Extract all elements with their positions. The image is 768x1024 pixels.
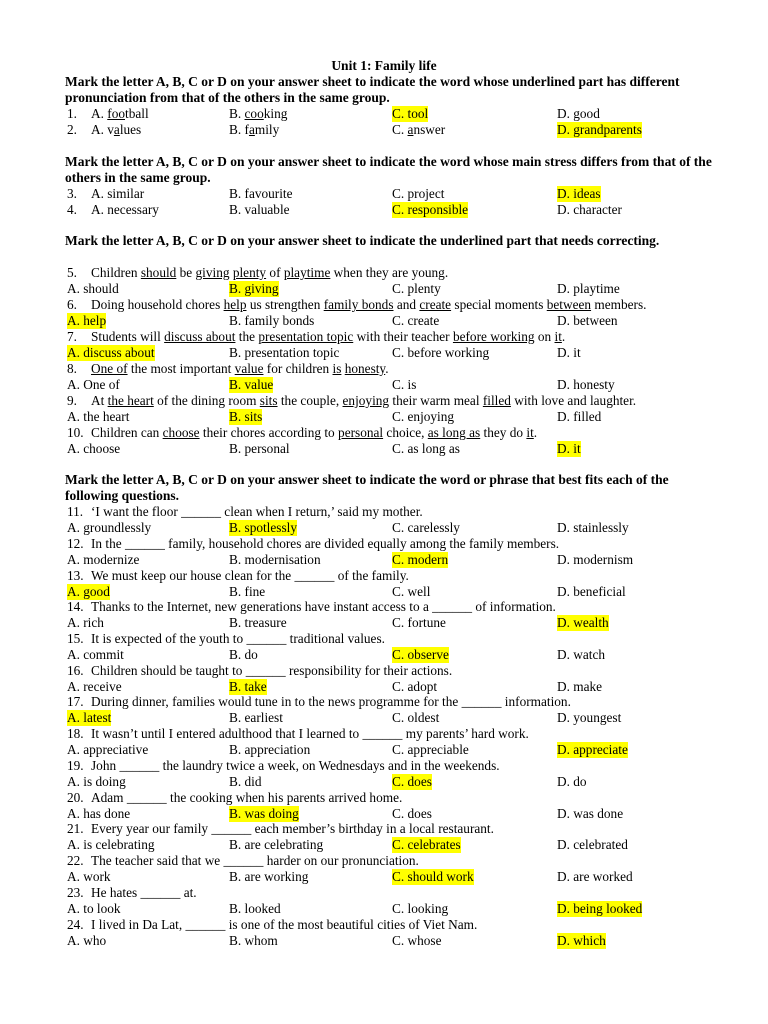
question-stem: He hates ______ at. <box>91 885 197 900</box>
option-a: A. to look <box>67 901 121 916</box>
option-b: B. whom <box>229 933 278 948</box>
option-b: B. earliest <box>229 710 283 725</box>
option-d: D. ideas <box>557 186 601 201</box>
option-a: A. values <box>91 122 142 137</box>
option-b: B. favourite <box>229 186 293 201</box>
option-c: C. tool <box>392 106 429 121</box>
option-c: C. adopt <box>392 679 438 694</box>
option-b: B. valuable <box>229 202 290 217</box>
question-number: 11. <box>67 504 84 519</box>
option-c: C. before working <box>392 345 490 360</box>
question-stem: John ______ the laundry twice a week, on Wednesdays and in the weekends. <box>91 758 500 773</box>
option-a: A. similar <box>91 186 145 201</box>
question-9-options <box>0 409 768 425</box>
option-a: A. the heart <box>67 409 130 424</box>
question-number: 17. <box>67 694 84 709</box>
option-c: C. fortune <box>392 615 446 630</box>
question-number: 18. <box>67 726 84 741</box>
question-number: 14. <box>67 599 84 614</box>
question-24-stem <box>0 917 768 933</box>
option-c: C. carelessly <box>392 520 460 535</box>
option-a: A. commit <box>67 647 124 662</box>
option-b: B. looked <box>229 901 281 916</box>
option-a: A. rich <box>67 615 104 630</box>
option-b: B. take <box>229 679 267 694</box>
option-d: D. beneficial <box>557 584 626 599</box>
option-d: D. appreciate <box>557 742 628 757</box>
option-d: D. between <box>557 313 618 328</box>
question-number: 22. <box>67 853 84 868</box>
option-d: D. are worked <box>557 869 633 884</box>
question-number: 9. <box>67 393 77 408</box>
option-a: A. who <box>67 933 107 948</box>
option-a: A. should <box>67 281 119 296</box>
page-title: Unit 1: Family life <box>331 58 437 73</box>
question-13-options <box>0 584 768 600</box>
question-16-options <box>0 679 768 695</box>
instruction-pronunciation: Mark the letter A, B, C or D on your answer sheet to indicate the word whose underlined part has different pronunciation from that of the others in the same group. <box>65 74 680 105</box>
option-b: B. personal <box>229 441 290 456</box>
question-stem: Every year our family ______ each member’s birthday in a local restaurant. <box>91 821 494 836</box>
question-10-options <box>0 441 768 457</box>
question-5-stem <box>0 265 768 281</box>
option-c: C. observe <box>392 647 449 662</box>
question-number: 13. <box>67 568 84 583</box>
option-d: D. character <box>557 202 622 217</box>
option-d: D. youngest <box>557 710 622 725</box>
question-number: 15. <box>67 631 84 646</box>
option-b: B. value <box>229 377 274 392</box>
question-6-stem <box>0 297 768 313</box>
option-d: D. honesty <box>557 377 615 392</box>
option-d: D. make <box>557 679 603 694</box>
question-11-options <box>0 520 768 536</box>
option-c: C. whose <box>392 933 442 948</box>
option-d: D. which <box>557 933 606 948</box>
option-b: B. did <box>229 774 262 789</box>
option-a: A. necessary <box>91 202 159 217</box>
question-number: 24. <box>67 917 84 932</box>
question-number: 4. <box>67 202 77 217</box>
question-19-stem <box>0 758 768 774</box>
question-number: 12. <box>67 536 84 551</box>
option-d: D. watch <box>557 647 605 662</box>
option-b: B. family bonds <box>229 313 315 328</box>
question-stem: Thanks to the Internet, new generations have instant access to a ______ of information. <box>91 599 556 614</box>
option-d: D. playtime <box>557 281 620 296</box>
question-stem: It is expected of the youth to ______ traditional values. <box>91 631 385 646</box>
option-b: B. are working <box>229 869 309 884</box>
question-number: 2. <box>67 122 77 137</box>
option-d: D. do <box>557 774 587 789</box>
question-21-options <box>0 837 768 853</box>
question-number: 5. <box>67 265 77 280</box>
option-c: C. appreciable <box>392 742 469 757</box>
question-number: 3. <box>67 186 77 201</box>
question-stem: The teacher said that we ______ harder on our pronunciation. <box>91 853 419 868</box>
question-number: 20. <box>67 790 84 805</box>
question-stem: It wasn’t until I entered adulthood that I learned to ______ my parents’ hard work. <box>91 726 529 741</box>
option-a: A. work <box>67 869 111 884</box>
question-number: 16. <box>67 663 84 678</box>
question-stem: Children should be giving plenty of playtime when they are young. <box>91 265 449 280</box>
question-4 <box>0 202 768 218</box>
option-d: D. it <box>557 345 581 360</box>
option-d: D. celebrated <box>557 837 628 852</box>
instruction-fill: Mark the letter A, B, C or D on your answer sheet to indicate the word or phrase that best fits each of the following questions. <box>65 472 669 503</box>
question-21-stem <box>0 821 768 837</box>
option-b: B. fine <box>229 584 266 599</box>
option-d: D. grandparents <box>557 122 642 137</box>
question-stem: At the heart of the dining room sits the couple, enjoying their warm meal filled with love and laughter. <box>91 393 637 408</box>
option-b: B. spotlessly <box>229 520 297 535</box>
question-16-stem <box>0 663 768 679</box>
question-stem: We must keep our house clean for the ______ of the family. <box>91 568 409 583</box>
question-14-options <box>0 615 768 631</box>
instruction-stress: Mark the letter A, B, C or D on your answer sheet to indicate the word whose main stress differs from that of the others in the same group. <box>65 154 712 185</box>
question-18-stem <box>0 726 768 742</box>
question-stem: Doing household chores help us strengthen family bonds and create special moments between members. <box>91 297 647 312</box>
option-c: C. as long as <box>392 441 460 456</box>
option-c: C. modern <box>392 552 449 567</box>
option-c: C. looking <box>392 901 449 916</box>
question-stem: I lived in Da Lat, ______ is one of the most beautiful cities of Viet Nam. <box>91 917 478 932</box>
option-b: B. are celebrating <box>229 837 324 852</box>
question-9-stem <box>0 393 768 409</box>
option-a: A. receive <box>67 679 122 694</box>
question-stem: ‘I want the floor ______ clean when I return,’ said my mother. <box>91 504 423 519</box>
question-stem: One of the most important value for children is honesty. <box>91 361 389 376</box>
option-c: C. plenty <box>392 281 441 296</box>
question-stem: During dinner, families would tune in to the news programme for the ______ information. <box>91 694 571 709</box>
question-11-stem <box>0 504 768 520</box>
option-b: B. presentation topic <box>229 345 340 360</box>
question-24-options <box>0 933 768 949</box>
question-17-options <box>0 710 768 726</box>
option-a: A. groundlessly <box>67 520 152 535</box>
option-b: B. giving <box>229 281 279 296</box>
question-13-stem <box>0 568 768 584</box>
question-number: 23. <box>67 885 84 900</box>
option-d: D. modernism <box>557 552 634 567</box>
question-stem: Children should be taught to ______ responsibility for their actions. <box>91 663 453 678</box>
question-18-options <box>0 742 768 758</box>
question-number: 19. <box>67 758 84 773</box>
question-7-options <box>0 345 768 361</box>
question-15-stem <box>0 631 768 647</box>
option-d: D. it <box>557 441 581 456</box>
question-number: 10. <box>67 425 84 440</box>
question-7-stem <box>0 329 768 345</box>
question-2 <box>0 122 768 138</box>
question-14-stem <box>0 599 768 615</box>
question-5-options <box>0 281 768 297</box>
option-a: A. modernize <box>67 552 140 567</box>
question-stem: Adam ______ the cooking when his parents arrived home. <box>91 790 403 805</box>
question-stem: Students will discuss about the presentation topic with their teacher before working on it. <box>91 329 566 344</box>
option-a: A. discuss about <box>67 345 155 360</box>
question-number: 21. <box>67 821 84 836</box>
question-8-stem <box>0 361 768 377</box>
option-c: C. should work <box>392 869 474 884</box>
option-c: C. does <box>392 806 432 821</box>
option-b: B. treasure <box>229 615 287 630</box>
question-12-stem <box>0 536 768 552</box>
question-8-options <box>0 377 768 393</box>
question-23-options <box>0 901 768 917</box>
option-b: B. sits <box>229 409 263 424</box>
option-c: C. project <box>392 186 445 201</box>
option-b: B. was doing <box>229 806 299 821</box>
question-15-options <box>0 647 768 663</box>
option-d: D. filled <box>557 409 602 424</box>
option-c: C. oldest <box>392 710 440 725</box>
option-a: A. is doing <box>67 774 126 789</box>
option-b: B. modernisation <box>229 552 321 567</box>
option-c: C. does <box>392 774 432 789</box>
option-a: A. choose <box>67 441 121 456</box>
question-stem: Children can choose their chores according to personal choice, as long as they do it. <box>91 425 538 440</box>
option-a: A. has done <box>67 806 131 821</box>
option-c: C. is <box>392 377 417 392</box>
option-b: B. appreciation <box>229 742 311 757</box>
option-c: C. celebrates <box>392 837 461 852</box>
question-number: 6. <box>67 297 77 312</box>
option-c: C. well <box>392 584 431 599</box>
option-a: A. latest <box>67 710 112 725</box>
question-12-options <box>0 552 768 568</box>
question-number: 8. <box>67 361 77 376</box>
option-d: D. good <box>557 106 600 121</box>
question-20-options <box>0 806 768 822</box>
question-23-stem <box>0 885 768 901</box>
option-a: A. good <box>67 584 110 599</box>
question-20-stem <box>0 790 768 806</box>
option-c: C. answer <box>392 122 446 137</box>
option-a: A. appreciative <box>67 742 149 757</box>
option-a: A. is celebrating <box>67 837 155 852</box>
option-d: D. being looked <box>557 901 643 916</box>
question-1 <box>0 106 768 122</box>
instruction-error: Mark the letter A, B, C or D on your answer sheet to indicate the underlined part that needs correcting. <box>65 233 660 248</box>
question-number: 1. <box>67 106 77 121</box>
question-3 <box>0 186 768 202</box>
option-c: C. create <box>392 313 440 328</box>
question-17-stem <box>0 694 768 710</box>
option-a: A. football <box>91 106 149 121</box>
question-22-stem <box>0 853 768 869</box>
question-number: 7. <box>67 329 77 344</box>
option-d: D. was done <box>557 806 624 821</box>
option-d: D. wealth <box>557 615 609 630</box>
option-b: B. family <box>229 122 280 137</box>
question-22-options <box>0 869 768 885</box>
option-c: C. responsible <box>392 202 469 217</box>
question-10-stem <box>0 425 768 441</box>
option-a: A. help <box>67 313 107 328</box>
option-b: B. cooking <box>229 106 288 121</box>
question-19-options <box>0 774 768 790</box>
option-d: D. stainlessly <box>557 520 629 535</box>
question-6-options <box>0 313 768 329</box>
question-stem: In the ______ family, household chores are divided equally among the family members. <box>91 536 560 551</box>
option-a: A. One of <box>67 377 120 392</box>
option-c: C. enjoying <box>392 409 455 424</box>
option-b: B. do <box>229 647 258 662</box>
